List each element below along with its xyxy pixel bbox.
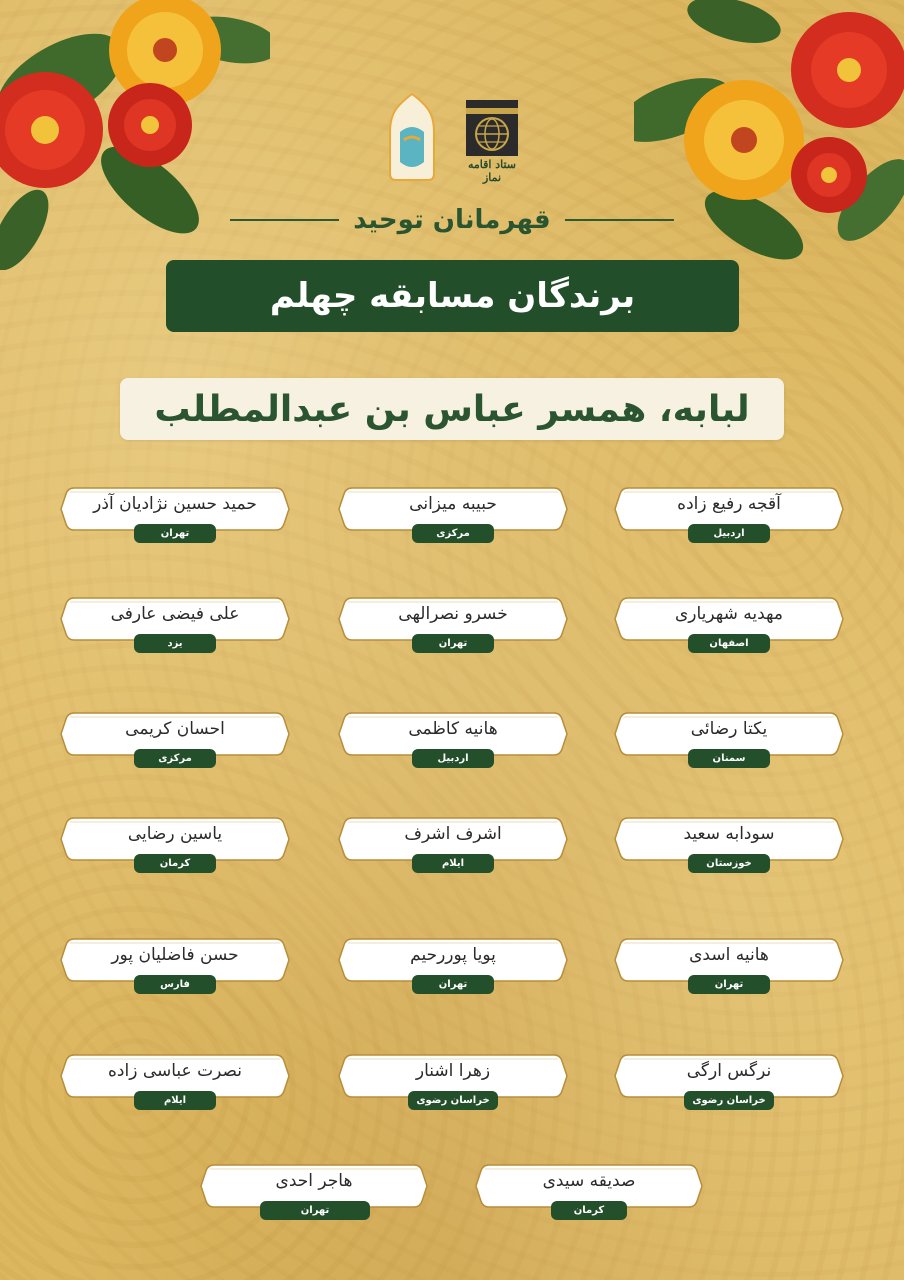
winner-name: یکتا رضائی xyxy=(690,719,768,739)
winner-city-badge: تهران xyxy=(412,634,494,653)
winner-city-badge: اردبیل xyxy=(412,749,494,768)
winner-card xyxy=(614,486,844,539)
title-divider-right xyxy=(565,219,674,221)
winner-card xyxy=(60,1053,290,1106)
winner-card xyxy=(60,816,290,869)
winner-name: زهرا اشنار xyxy=(415,1061,491,1081)
winner-card xyxy=(338,711,568,764)
winner-city-badge: سمنان xyxy=(688,749,770,768)
winner-city-badge: کرمان xyxy=(551,1201,627,1220)
winner-city-badge: کرمان xyxy=(134,854,216,873)
winner-card xyxy=(338,816,568,869)
page-title: قهرمانان توحید xyxy=(353,205,551,235)
winner-name: هاجر احدی xyxy=(275,1171,353,1191)
winner-name: یاسین رضایی xyxy=(127,824,223,844)
winner-card xyxy=(60,486,290,539)
kaaba-globe-logo-icon xyxy=(462,96,522,186)
winner-city-badge: ایلام xyxy=(134,1091,216,1110)
winner-name: آقجه رفیع زاده xyxy=(677,494,781,514)
winner-card xyxy=(614,711,844,764)
banner-heading: برندگان مسابقه چهلم xyxy=(166,260,739,332)
winner-city-badge: اصفهان xyxy=(688,634,770,653)
winner-card xyxy=(60,937,290,990)
winner-city-badge: تهران xyxy=(134,524,216,543)
winner-card xyxy=(614,937,844,990)
winner-name: حبیبه میزانی xyxy=(409,494,497,514)
winner-card xyxy=(338,937,568,990)
winner-city-badge: خوزستان xyxy=(688,854,770,873)
winner-card xyxy=(200,1163,428,1216)
winner-name: حمید حسین نژادیان آذر xyxy=(93,494,257,514)
winner-city-badge: تهران xyxy=(412,975,494,994)
winner-name: سودابه سعید xyxy=(683,824,775,844)
logos xyxy=(380,92,530,188)
winner-name: اشرف اشرف xyxy=(404,824,502,844)
winner-card xyxy=(614,1053,844,1106)
title-row xyxy=(230,200,674,240)
title-divider-left xyxy=(230,219,339,221)
subtitle-heading: لبابه، همسر عباس بن عبدالمطلب xyxy=(120,378,784,440)
logo-caption: ستاد اقامه نماز xyxy=(467,158,517,184)
winner-name: صدیقه سیدی xyxy=(542,1171,636,1191)
winner-name: هانیه اسدی xyxy=(689,945,769,965)
winner-card xyxy=(614,816,844,869)
winner-city-badge: ایلام xyxy=(412,854,494,873)
winner-city-badge: خراسان رضوی xyxy=(684,1091,774,1110)
winner-city-badge: خراسان رضوی xyxy=(408,1091,498,1110)
winner-city-badge: تهران xyxy=(260,1201,370,1220)
winner-name: حسن فاضلیان پور xyxy=(111,945,239,965)
lamp-logo-icon xyxy=(386,92,438,182)
winner-name: هانیه کاظمی xyxy=(408,719,498,739)
flower-decoration-right xyxy=(634,0,904,270)
winner-card xyxy=(338,486,568,539)
winner-name: نصرت عباسی زاده xyxy=(108,1061,242,1081)
winner-name: نرگس ارگی xyxy=(686,1061,772,1081)
winner-name: علی فیضی عارفی xyxy=(110,604,240,624)
winner-name: مهدیه شهریاری xyxy=(674,604,783,624)
winner-city-badge: اردبیل xyxy=(688,524,770,543)
winner-card xyxy=(60,711,290,764)
winner-name: احسان کریمی xyxy=(125,719,225,739)
winner-card xyxy=(60,596,290,649)
winner-city-badge: مرکزی xyxy=(412,524,494,543)
winner-card xyxy=(475,1163,703,1216)
winner-card xyxy=(338,596,568,649)
winner-city-badge: تهران xyxy=(688,975,770,994)
winner-city-badge: فارس xyxy=(134,975,216,994)
winner-name: خسرو نصرالهی xyxy=(398,604,508,624)
winner-card xyxy=(338,1053,568,1106)
winner-city-badge: مرکزی xyxy=(134,749,216,768)
winner-city-badge: یزد xyxy=(134,634,216,653)
winner-card xyxy=(614,596,844,649)
winner-name: پویا پوررحیم xyxy=(410,945,496,965)
